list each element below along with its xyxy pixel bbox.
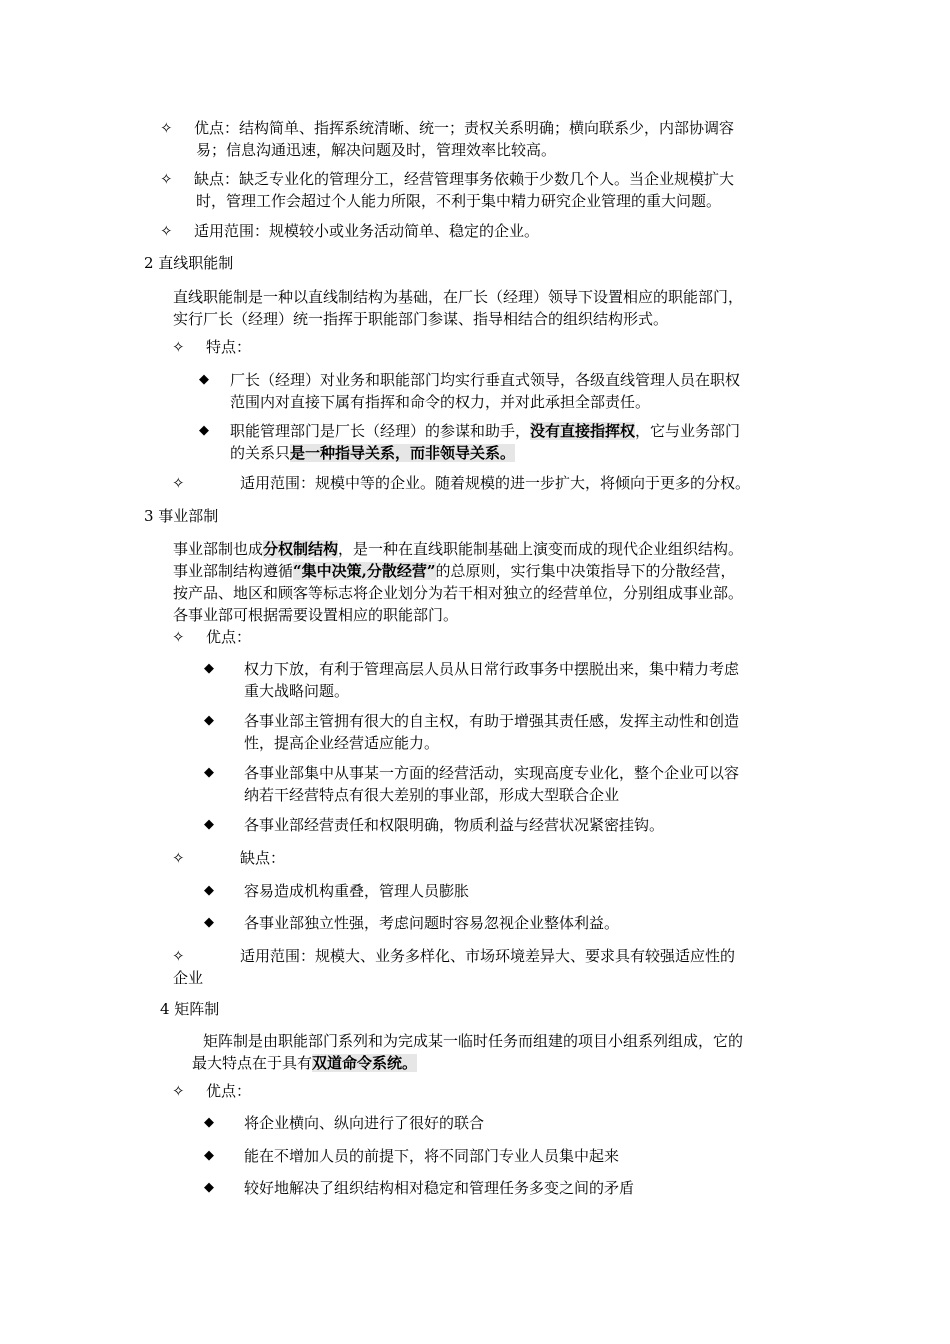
feature-item bbox=[230, 369, 740, 413]
cons-paragraph bbox=[194, 168, 734, 212]
intro-paragraph bbox=[173, 538, 743, 626]
pros-label: 优点： bbox=[206, 628, 252, 646]
con-item: 容易造成机构重叠，管理人员膨胀 bbox=[244, 882, 470, 900]
text-line: 各事业部集中从事某一方面的经营活动，实现高度专业化，整个企业可以容 bbox=[244, 764, 740, 782]
text-line: 按产品、地区和顾客等标志将企业划分为若干相对独立的经营单位，分别组成事业部。 bbox=[173, 584, 744, 602]
text-line: 直线职能制是一种以直线制结构为基础，在厂长（经理）领导下设置相应的职能部门， bbox=[173, 288, 744, 306]
scope-line: 适用范围：规模中等的企业。随着规模的进一步扩大，将倾向于更多的分权。 bbox=[240, 474, 751, 492]
text-line: 缺点：缺乏专业化的管理分工，经营管理事务依赖于少数几个人。当企业规模扩大 bbox=[194, 170, 735, 188]
diamond-bullet-icon: ◆ bbox=[204, 883, 214, 898]
text-run: 的关系只 bbox=[230, 444, 291, 462]
diamond-bullet-icon: ◆ bbox=[204, 1115, 214, 1130]
section-heading: 2 直线职能制 bbox=[144, 254, 234, 272]
pro-item: 各事业部经营责任和权限明确，物质利益与经营状况紧密挂钩。 bbox=[244, 816, 665, 834]
text-line bbox=[173, 560, 743, 582]
four-point-star-icon: ✧ bbox=[172, 474, 185, 492]
four-point-star-icon: ✧ bbox=[160, 170, 173, 188]
four-point-star-icon: ✧ bbox=[160, 119, 173, 137]
highlighted-text: 没有直接指挥权 bbox=[530, 422, 636, 440]
text-run: ，是一种在直线职能制基础上演变而成的现代企业组织结构。 bbox=[338, 540, 744, 558]
text-run: ，它与业务部门 bbox=[635, 422, 741, 440]
text-line: 重大战略问题。 bbox=[244, 682, 350, 700]
diamond-bullet-icon: ◆ bbox=[204, 817, 214, 832]
text-line: 各事业部可根据需要设置相应的职能部门。 bbox=[173, 606, 459, 624]
diamond-bullet-icon: ◆ bbox=[199, 372, 209, 387]
text-line: 易；信息沟通迅速，解决问题及时，管理效率比较高。 bbox=[196, 141, 557, 159]
four-point-star-icon: ✧ bbox=[160, 222, 173, 240]
text-line: 权力下放，有利于管理高层人员从日常行政事务中摆脱出来，集中精力考虑 bbox=[244, 660, 740, 678]
four-point-star-icon: ✧ bbox=[172, 947, 185, 965]
four-point-star-icon: ✧ bbox=[172, 338, 185, 356]
text-line: 厂长（经理）对业务和职能部门均实行垂直式领导，各级直线管理人员在职权 bbox=[230, 371, 741, 389]
intro-paragraph bbox=[173, 286, 743, 330]
features-label: 特点： bbox=[206, 338, 252, 356]
intro-line bbox=[192, 1052, 417, 1074]
diamond-bullet-icon: ◆ bbox=[204, 915, 214, 930]
cons-label: 缺点： bbox=[240, 849, 286, 867]
intro-line: 矩阵制是由职能部门系列和为完成某一临时任务而组建的项目小组系列组成，它的 bbox=[203, 1032, 744, 1050]
text-run: 事业部制也成 bbox=[173, 540, 264, 558]
pro-item bbox=[244, 762, 739, 806]
diamond-bullet-icon: ◆ bbox=[204, 765, 214, 780]
pros-label: 优点： bbox=[206, 1082, 252, 1100]
diamond-bullet-icon: ◆ bbox=[199, 423, 209, 438]
text-run: 事业部制结构遵循 bbox=[173, 562, 294, 580]
pro-item bbox=[244, 710, 739, 754]
pro-item: 能在不增加人员的前提下，将不同部门专业人员集中起来 bbox=[244, 1147, 620, 1165]
text-line: 范围内对直接下属有指挥和命令的权力，并对此承担全部责任。 bbox=[230, 393, 651, 411]
diamond-bullet-icon: ◆ bbox=[204, 713, 214, 728]
con-item: 各事业部独立性强，考虑问题时容易忽视企业整体利益。 bbox=[244, 914, 620, 932]
four-point-star-icon: ✧ bbox=[172, 1082, 185, 1100]
diamond-bullet-icon: ◆ bbox=[204, 1148, 214, 1163]
section-heading: 4 矩阵制 bbox=[160, 1000, 220, 1018]
section-heading: 3 事业部制 bbox=[144, 507, 219, 525]
highlighted-text: 双道命令系统。 bbox=[312, 1054, 418, 1072]
diamond-bullet-icon: ◆ bbox=[204, 1180, 214, 1195]
highlighted-text: “集中决策,分散经营” bbox=[293, 562, 436, 580]
highlighted-text: 分权制结构 bbox=[263, 540, 339, 558]
diamond-bullet-icon: ◆ bbox=[204, 661, 214, 676]
highlighted-text: 是一种指导关系，而非领导关系。 bbox=[290, 444, 516, 462]
text-run: 的总原则，实行集中决策指导下的分散经营， bbox=[435, 562, 736, 580]
scope-line: 适用范围：规模较小或业务活动简单、稳定的企业。 bbox=[194, 222, 540, 240]
feature-item bbox=[230, 420, 740, 464]
text-line: 实行厂长（经理）统一指挥于职能部门参谋、指导相结合的组织结构形式。 bbox=[173, 310, 669, 328]
text-line: 优点：结构简单、指挥系统清晰、统一；责权关系明确；横向联系少，内部协调容 bbox=[194, 119, 735, 137]
text-line bbox=[230, 420, 740, 442]
text-line: 时，管理工作会超过个人能力所限，不利于集中精力研究企业管理的重大问题。 bbox=[196, 192, 722, 210]
pro-item: 将企业横向、纵向进行了很好的联合 bbox=[244, 1114, 485, 1132]
four-point-star-icon: ✧ bbox=[172, 849, 185, 867]
pros-paragraph bbox=[194, 117, 734, 161]
pro-item: 较好地解决了组织结构相对稳定和管理任务多变之间的矛盾 bbox=[244, 1179, 635, 1197]
text-line bbox=[173, 538, 743, 560]
text-line: 各事业部主管拥有很大的自主权，有助于增强其责任感，发挥主动性和创造 bbox=[244, 712, 740, 730]
scope-line: 企业 bbox=[173, 969, 204, 987]
four-point-star-icon: ✧ bbox=[172, 628, 185, 646]
text-run: 最大特点在于具有 bbox=[192, 1054, 313, 1072]
text-line: 纳若干经营特点有很大差别的事业部，形成大型联合企业 bbox=[244, 786, 620, 804]
text-line: 性，提高企业经营适应能力。 bbox=[244, 734, 440, 752]
pro-item bbox=[244, 658, 739, 702]
scope-line: 适用范围：规模大、业务多样化、市场环境差异大、要求具有较强适应性的 bbox=[240, 947, 736, 965]
text-line bbox=[230, 442, 740, 464]
text-run: 职能管理部门是厂长（经理）的参谋和助手， bbox=[230, 422, 531, 440]
